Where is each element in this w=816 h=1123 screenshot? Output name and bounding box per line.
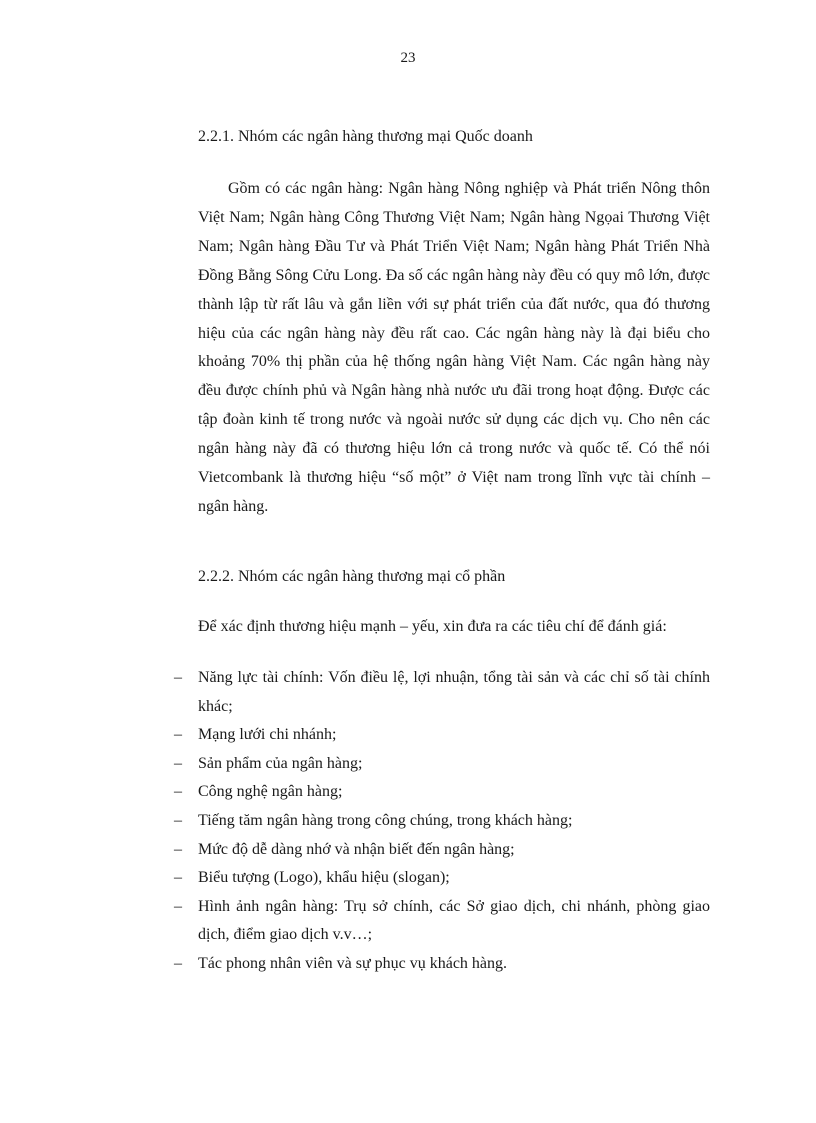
criteria-item <box>174 664 710 721</box>
criteria-text: Công nghệ ngân hàng; <box>198 783 343 801</box>
section-heading-2-2-1: 2.2.1. Nhóm các ngân hàng thương mại Quốc doanh <box>198 128 533 145</box>
dash-bullet: – <box>174 840 182 858</box>
dash-bullet: – <box>174 811 182 829</box>
criteria-item <box>174 778 710 807</box>
criteria-text: Tiếng tăm ngân hàng trong công chúng, trong khách hàng; <box>198 811 573 829</box>
criteria-text: Mạng lưới chi nhánh; <box>198 726 337 744</box>
criteria-item <box>174 807 710 836</box>
section-heading-2-2-2: 2.2.2. Nhóm các ngân hàng thương mại cổ phần <box>198 568 506 585</box>
criteria-text: Tác phong nhân viên và sự phục vụ khách hàng. <box>198 954 508 972</box>
dash-bullet: – <box>174 754 182 772</box>
dash-bullet: – <box>174 869 182 887</box>
dash-bullet: – <box>174 897 182 915</box>
dash-bullet: – <box>174 669 182 686</box>
dash-bullet: – <box>174 726 182 744</box>
section-paragraph: Gồm có các ngân hàng: Ngân hàng Nông nghiệp và Phát triển Nông thôn Việt Nam; Ngân hàng Công Thương Việt Nam; Ngân hàng Ngọai Thương Việt Nam; Ngân hàng Đầu Tư và Phát Triển Việt Nam; Ngân hàng Phát Triển Nhà Đồng Bằng Sông Cửu Long. Đa số các ngân hàng này đều có quy mô lớn, được thành lập từ rất lâu và gắn liền với sự phát triển của đất nước, qua đó thương hiệu của các ngân hàng này đều rất cao. Các ngân hàng này là đại biểu cho khoảng 70% thị phần của hệ thống ngân hàng Việt Nam. Các ngân hàng này đều được chính phủ và Ngân hàng nhà nước ưu đãi trong hoạt động. Được các tập đoàn kinh tế trong nước và ngoài nước sử dụng các dịch vụ. Cho nên các ngân hàng này đã có thương hiệu lớn cả trong nước và quốc tế. Có thể nói Vietcombank là thương hiệu “số một” ở Việt nam trong lĩnh vực tài chính – ngân hàng. <box>198 180 710 515</box>
dash-bullet: – <box>174 954 182 972</box>
criteria-item <box>174 864 710 893</box>
criteria-list <box>174 664 710 979</box>
dash-bullet: – <box>174 783 182 801</box>
criteria-text: Hình ảnh ngân hàng: Trụ sở chính, các Sở giao dịch, chi nhánh, phòng giao dịch, điểm giao dịch v.v…; <box>198 897 710 944</box>
criteria-text: Sản phẩm của ngân hàng; <box>198 754 363 772</box>
criteria-item <box>174 836 710 865</box>
page-number: 23 <box>400 50 416 66</box>
criteria-item <box>174 750 710 779</box>
criteria-item <box>174 721 710 750</box>
criteria-text: Mức độ dễ dàng nhớ và nhận biết đến ngân hàng; <box>198 840 515 858</box>
criteria-item <box>174 950 710 979</box>
criteria-item <box>174 893 710 950</box>
criteria-text: Biểu tượng (Logo), khẩu hiệu (slogan); <box>198 869 450 887</box>
criteria-intro: Để xác định thương hiệu mạnh – yếu, xin đưa ra các tiêu chí để đánh giá: <box>198 618 667 635</box>
criteria-text: Năng lực tài chính: Vốn điều lệ, lợi nhuận, tổng tài sản và các chỉ số tài chính khác; <box>198 669 710 715</box>
